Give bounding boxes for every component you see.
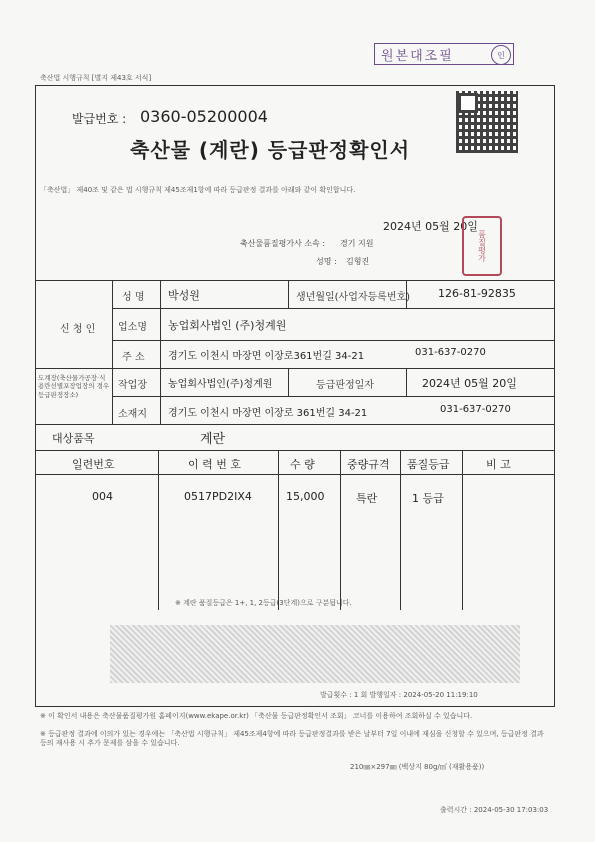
applicant-reg-label: 생년월일(사업자등록번호) — [296, 292, 411, 303]
table-line — [112, 396, 555, 397]
stamp-circle: 인 — [491, 45, 511, 65]
intro-text: 「축산법」 제40조 및 같은 법 시행규칙 제45조제1항에 따라 등급판정 결과를 아래와 같이 확인합니다. — [40, 186, 356, 194]
table-line — [278, 450, 279, 610]
issue-date: 2024년 05월 20일 — [383, 220, 478, 233]
product-type-label: 대상품목 — [52, 432, 95, 445]
column-header: 수 량 — [290, 458, 315, 471]
paper-size: 210㎜×297㎜ (백상지 80g/㎡ (재활용품)) — [350, 763, 485, 771]
issue-number-label: 발급번호 : — [72, 112, 127, 126]
grade-note: ※ 계란 품질등급은 1+, 1, 2등급(3단계)으로 구분됩니다. — [175, 599, 352, 607]
facility-addr-label: 소재지 — [118, 409, 147, 420]
table-line — [160, 280, 161, 424]
inspector-org: 경기 지원 — [340, 239, 374, 248]
facility-date-label: 등급판정일자 — [316, 380, 374, 391]
column-header: 비 고 — [486, 458, 511, 471]
inspector-org-label: 축산물품질평가사 소속 : — [240, 239, 326, 248]
applicant-biz-name: 농업회사법인 (주)청계원 — [168, 319, 287, 332]
original-verified-stamp — [374, 43, 514, 65]
table-line — [462, 450, 463, 610]
table-line — [35, 280, 555, 281]
applicant-addr: 경기도 이천시 마장면 이장로361번길 34-21 — [168, 351, 365, 362]
applicant-group-label: 신 청 인 — [60, 324, 96, 335]
inspector-name: 김형진 — [346, 257, 370, 266]
table-line — [406, 368, 407, 396]
table-line — [112, 308, 555, 309]
table-line — [112, 340, 555, 341]
applicant-phone: 031-637-0270 — [415, 347, 486, 358]
applicant-reg-no: 126-81-92835 — [438, 287, 516, 300]
table-line — [35, 450, 555, 451]
table-line — [288, 280, 289, 308]
table-line — [340, 450, 341, 610]
document-title: 축산물 (계란) 등급판정확인서 — [130, 138, 411, 162]
print-time: 출력시간 : 2024-05-30 17:03:03 — [440, 806, 549, 814]
facility-group-label: 도계장(축산물가공장·식용란선별포장업장의 경우 등급판정장소) — [38, 374, 110, 399]
issue-number: 0360-05200004 — [140, 107, 268, 126]
table-line — [288, 368, 289, 396]
serial-no: 004 — [92, 490, 113, 503]
footer-note-2: ※ 등급판정 결과에 이의가 있는 경우에는 「축산법 시행규칙」 제45조제4항에 따라 등급판정결과를 받은 날부터 7일 이내에 재심을 신청할 수 있으며, 등급판정 결과 등의 재사용 시 추가 문제를 삼을 수 있습니다. — [40, 730, 544, 748]
table-line — [35, 424, 555, 425]
column-header: 품질등급 — [407, 458, 450, 471]
facility-phone: 031-637-0270 — [440, 404, 511, 415]
trace-no: 0517PD2IX4 — [184, 490, 252, 503]
applicant-name-label: 성 명 — [122, 292, 145, 303]
column-header: 일련번호 — [72, 458, 115, 471]
quality-grade: 1 등급 — [412, 492, 444, 505]
product-type: 계란 — [200, 432, 226, 447]
facility-place-label: 작업장 — [118, 380, 147, 391]
applicant-addr-label: 주 소 — [122, 352, 145, 363]
facility-addr: 경기도 이천시 마장면 이장로 361번길 34-21 — [168, 408, 368, 419]
inspector-name-label: 성명 : — [316, 257, 337, 266]
table-line — [400, 450, 401, 610]
table-line — [158, 450, 159, 610]
facility-place-name: 농업회사법인(주)청계원 — [168, 379, 273, 390]
table-line — [35, 474, 555, 475]
facility-date: 2024년 05월 20일 — [422, 377, 517, 390]
applicant-name: 박성원 — [168, 289, 200, 302]
redacted-area — [110, 625, 520, 683]
issue-info: 발급횟수 : 1 회 발행일자 : 2024-05-20 11:19:10 — [320, 691, 478, 699]
footer-note-1: ※ 이 확인서 내용은 축산물품질평가원 홈페이지(www.ekape.or.kr) 「축산물 등급판정확인서 조회」 코너를 이용하여 조회하실 수 있습니다. — [40, 712, 473, 720]
official-seal: 품질평가 — [462, 216, 502, 276]
qr-code — [456, 91, 518, 153]
stamp-text: 원본대조필 — [381, 48, 454, 64]
quantity: 15,000 — [286, 490, 325, 503]
column-header: 중량규격 — [347, 458, 390, 471]
table-line — [35, 368, 555, 369]
form-reference: 축산법 시행규칙 [별지 제43호 서식] — [40, 74, 152, 82]
column-header: 이 력 번 호 — [188, 458, 241, 471]
weight-grade: 특란 — [356, 492, 378, 505]
table-line — [112, 280, 113, 424]
applicant-biz-label: 업소명 — [118, 322, 147, 333]
